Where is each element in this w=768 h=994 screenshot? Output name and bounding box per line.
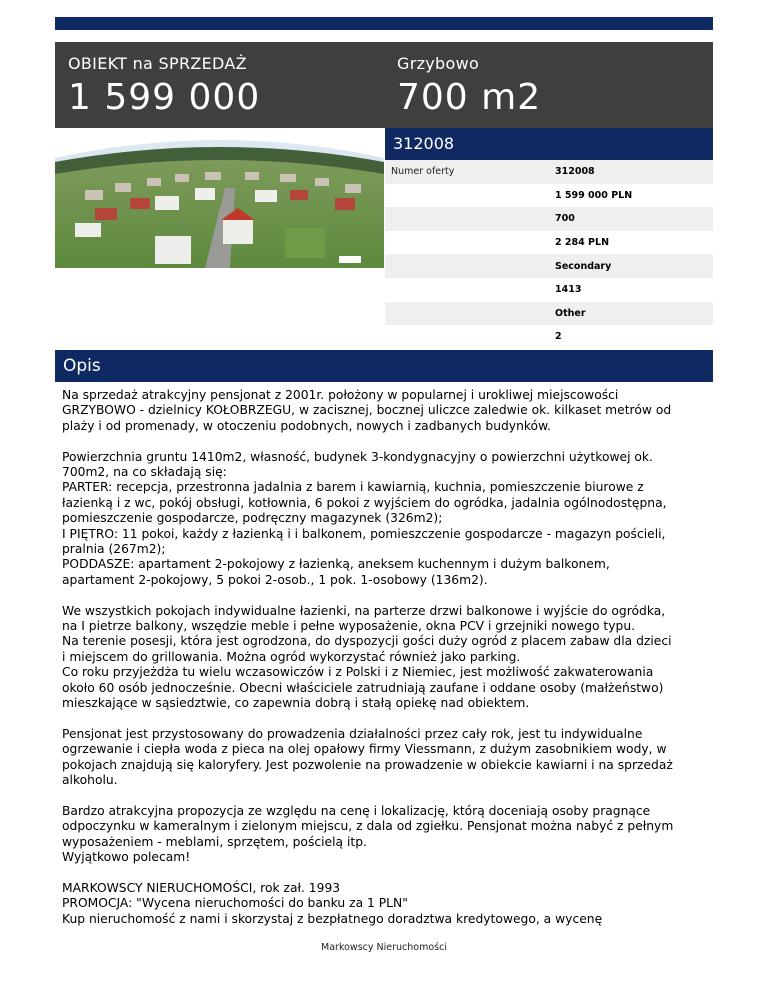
detail-value: 312008 (555, 166, 595, 178)
description-paragraph: Pensjonat jest przystosowany do prowadzenia działalności przez cały rok, jest tu indywidualne ogrzewanie i ciepła woda z pieca na olej opałowy firmy Viessmann, z dużym zasobnikiem wody, w pokojach znajdują się kaloryfery. Jest pozwolenie na prowadzenie w obiekcie kawiarni i na sprzedaż alkoholu. (62, 726, 673, 788)
offer-area: 700 m2 (397, 77, 542, 118)
detail-value: 2 284 PLN (555, 237, 610, 249)
offer-details (385, 128, 713, 349)
detail-row (385, 160, 713, 184)
detail-row (385, 302, 713, 326)
detail-value: 1413 (555, 284, 582, 296)
page-footer: Markowscy Nieruchomości (321, 942, 447, 953)
offer-type-label: OBIEKT na SPRZEDAŻ (68, 54, 247, 73)
detail-row (385, 254, 713, 278)
offer-number-title: 312008 (385, 128, 713, 160)
offer-header (55, 42, 713, 128)
detail-value: 2 (555, 331, 562, 343)
detail-row (385, 325, 713, 349)
description-paragraph: We wszystkich pokojach indywidualne łazienki, na parterze drzwi balkonowe i wyjście do ogródka, na I pietrze balkony, wszędzie meble i pełne wyposażenie, okna PCV i grzejniki nowego typu. Na terenie posesji, która jest ogrodzona, do dyspozycji gości duży ogród z placem zabaw dla dzieci i miejscem do grillowania. Można ogród wykorzystać również jako parking. Co roku przyjeżdża tu wielu wczasowiczów i z Polski i z Niemiec, jest możliwość zakwaterowania około 60 osób jednocześnie. Obecni właściciele zatrudniają zaufane i oddane osoby (małżeństwo) mieszkające w sąsiedztwie, co zapewnia dobrą i stałą opiekę nad obiektem. (62, 603, 672, 711)
detail-value: 1 599 000 PLN (555, 189, 633, 201)
detail-row (385, 278, 713, 302)
description-title: Opis (55, 350, 713, 382)
description-paragraph: MARKOWSCY NIERUCHOMOŚCI, rok zał. 1993 PROMOCJA: "Wycena nieruchomości do banku za 1 PLN" Kup nieruchomość z nami i skorzystaj z bezpłatnego doradztwa kredytowego, a wycenę (62, 880, 603, 926)
detail-key: Numer oferty (391, 166, 455, 178)
detail-value: Secondary (555, 260, 612, 272)
header-right (397, 54, 541, 120)
detail-value: Other (555, 307, 586, 319)
detail-row (385, 207, 713, 231)
offer-price: 1 599 000 (68, 77, 261, 118)
header-left (68, 54, 260, 120)
description-paragraph: Powierzchnia gruntu 1410m2, własność, budynek 3-kondygnacyjny o powierzchni użytkowej ok. 700m2, na co składają się: PARTER: recepcja, przestronna jadalnia z barem i kawiarnią, kuchnia, pomieszczenie biurowe z łazienką i z wc, pokój obsługi, kotłownia, 6 pokoi z wyjściem do ogródka, jadalnia ogólnodostępna, pomieszczenie gospodarcze, podręczny magazynek (326m2); I PIĘTRO: 11 pokoi, każdy z łazienką i i balkonem, pomieszczenie gospodarcze - magazyn pościeli, pralnia (267m2); PODDASZE: apartament 2-pokojowy z łazienką, aneksem kuchennym i dużym balkonem, apartament 2-pokojowy, 5 pokoi 2-osob., 1 pok. 1-osobowy (136m2). (62, 449, 667, 587)
detail-value: 700 (555, 213, 575, 225)
location-label: Grzybowo (397, 54, 480, 73)
description-paragraph: Bardzo atrakcyjna propozycja ze względu na cenę i lokalizację, którą doceniają osoby pragnące odpoczynku w kameralnym i zielonym miejscu, z dala od zgiełku. Pensjonat można nabyć z pełnym wyposażeniem - meblami, sprzętem, pościelą itp. Wyjątkowo polecam! (62, 803, 674, 865)
description-paragraph: Na sprzedaż atrakcyjny pensjonat z 2001r. położony w popularnej i urokliwej miejscowości GRZYBOWO - dzielnicy KOŁOBRZEGU, w zacisznej, bocznej uliczce zaledwie ok. kilkaset metrów od plaży i od promenady, w otoczeniu podobnych, nowych i zadbanych budynków. (62, 388, 672, 433)
description-body (62, 388, 708, 943)
detail-row (385, 231, 713, 255)
property-photo (55, 128, 384, 268)
top-accent-bar (55, 17, 713, 30)
detail-row (385, 184, 713, 208)
